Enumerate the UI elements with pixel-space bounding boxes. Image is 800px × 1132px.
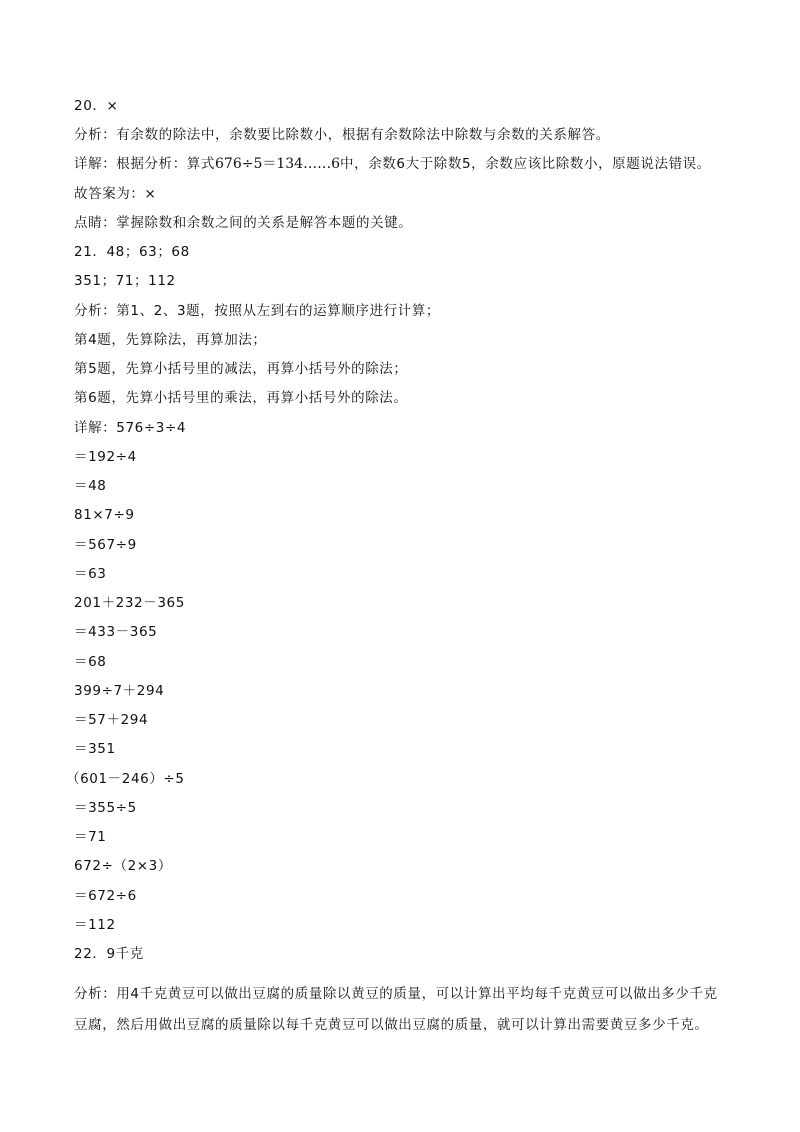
detail-prefix: 详解：根据分析：算式 bbox=[74, 156, 215, 172]
answer-20-key-point: 点睛：掌握除数和余数之间的关系是解答本题的关键。 bbox=[74, 215, 413, 231]
calculation-step: ＝57＋294 bbox=[74, 712, 149, 728]
division-formula: 676÷5＝134……6 bbox=[215, 156, 340, 172]
calculation-step: 详解：576÷3÷4 bbox=[74, 420, 187, 436]
calculation-step: ＝567÷9 bbox=[74, 537, 137, 553]
answer-21-analysis-item: 第4题，先算除法，再算加法； bbox=[74, 332, 267, 348]
calculation-step: ＝192÷4 bbox=[74, 449, 137, 465]
answer-20-analysis: 分析：有余数的除法中，余数要比除数小，根据有余数除法中除数与余数的关系解答。 bbox=[74, 127, 610, 143]
calculation-step: 81×7÷9 bbox=[74, 507, 135, 523]
calculation-step: ＝355÷5 bbox=[74, 800, 137, 816]
calculation-step: ＝63 bbox=[74, 566, 107, 582]
calculation-step: ＝48 bbox=[74, 478, 107, 494]
answer-21-analysis: 分析：第1、2、3题，按照从左到右的运算顺序进行计算； bbox=[74, 303, 440, 319]
calculation-step: （601－246）÷5 bbox=[66, 771, 185, 787]
calculation-step: ＝71 bbox=[74, 829, 107, 845]
detail-suffix: 中，余数6大于除数5，余数应该比除数小，原题说法错误。 bbox=[340, 156, 711, 172]
calculation-step: ＝351 bbox=[74, 741, 116, 757]
answer-21-results: 351；71；112 bbox=[74, 273, 176, 289]
answer-20-heading: 20．× bbox=[74, 98, 119, 114]
calculation-step: 672÷（2×3） bbox=[74, 858, 172, 874]
calculation-step: ＝433－365 bbox=[74, 624, 158, 640]
answer-20-detail bbox=[74, 154, 711, 174]
calculation-step: 201＋232－365 bbox=[74, 595, 185, 611]
answer-22-analysis-line-1: 分析：用4千克黄豆可以做出豆腐的质量除以黄豆的质量，可以计算出平均每千克黄豆可以做出多少千克 bbox=[74, 986, 718, 1002]
calculation-step: 399÷7＋294 bbox=[74, 683, 165, 699]
calculation-step: ＝68 bbox=[74, 654, 107, 670]
calculation-step: ＝672÷6 bbox=[74, 888, 137, 904]
answer-21-analysis-item: 第5题，先算小括号里的减法，再算小括号外的除法； bbox=[74, 361, 408, 377]
answer-21-analysis-item: 第6题，先算小括号里的乘法，再算小括号外的除法。 bbox=[74, 390, 408, 406]
answer-21-heading: 21．48；63；68 bbox=[74, 244, 190, 260]
calculation-step: ＝112 bbox=[74, 917, 116, 933]
answer-20-conclusion: 故答案为：× bbox=[74, 186, 157, 202]
answer-22-analysis-line-2: 豆腐，然后用做出豆腐的质量除以每千克黄豆可以做出豆腐的质量，就可以计算出需要黄豆多少千克。 bbox=[74, 1017, 709, 1033]
answer-22-heading: 22．9千克 bbox=[74, 946, 144, 962]
